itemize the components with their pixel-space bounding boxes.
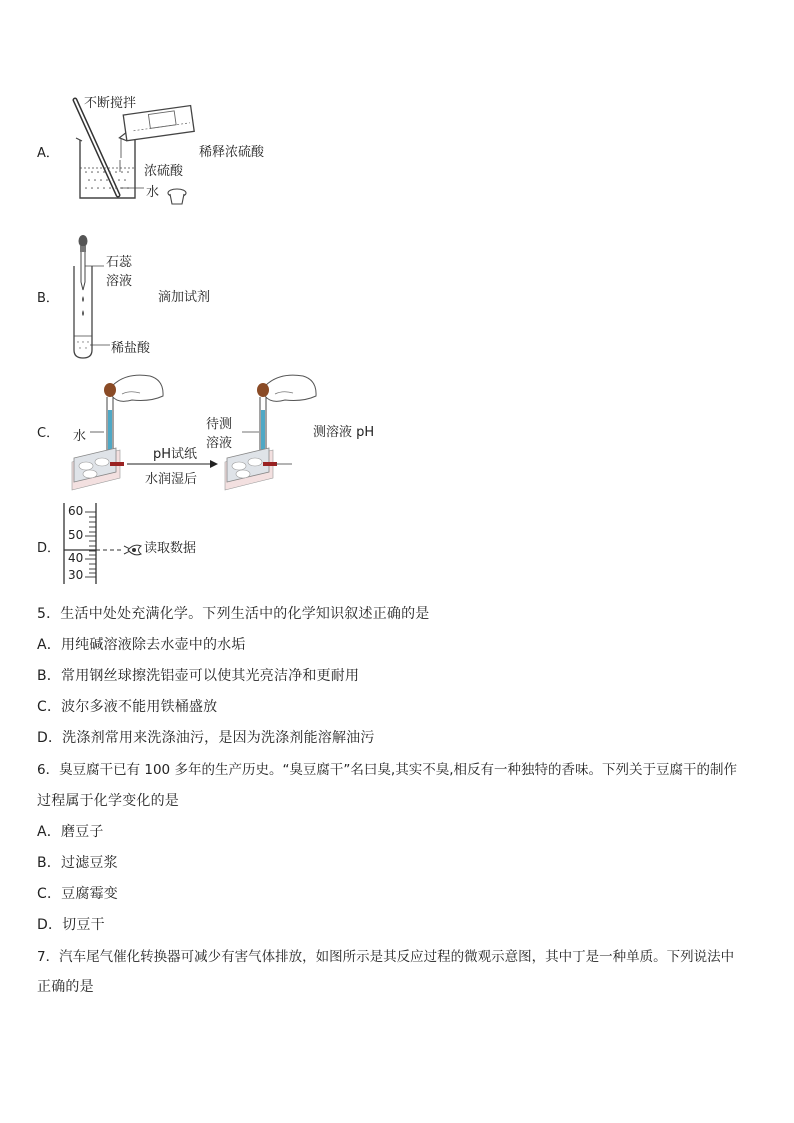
question-5-option-a: A．用纯碱溶液除去水壶中的水垢 [37, 637, 246, 653]
option-c-letter: C． [37, 426, 60, 441]
question-7-stem-line-1: 7．汽车尾气催化转换器可减少有害气体排放，如图所示是其反应过程的微观示意图，其中丁是一种单质。下列说法中 [37, 949, 735, 965]
water-label-c: 水 [73, 429, 87, 444]
question-5-option-d: D．洗涤剂常用来洗涤油污，是因为洗涤剂能溶解油污 [37, 730, 375, 746]
question-6-option-b: B．过滤豆浆 [37, 855, 118, 871]
add-reagent-label: 滴加试剂 [158, 290, 211, 305]
dilute-label: 稀释浓硫酸 [199, 145, 265, 160]
ph-paper-label: pH试纸 [153, 447, 198, 462]
tick-label-50: 50 [68, 528, 84, 542]
litmus-label-1: 石蕊 [106, 255, 133, 270]
measure-ph-label: 测溶液 pH [313, 425, 375, 440]
question-5-stem: 5．生活中处处充满化学。下列生活中的化学知识叙述正确的是 [37, 606, 430, 622]
hcl-label: 稀盐酸 [111, 341, 151, 356]
question-5-option-b: B．常用钢丝球擦洗铝壶可以使其光亮洁净和更耐用 [37, 668, 360, 684]
option-a-letter: A． [37, 146, 59, 161]
tick-label-60: 60 [68, 504, 84, 518]
question-6-option-c: C．豆腐霉变 [37, 886, 118, 902]
wet-label: 水润湿后 [145, 472, 198, 487]
eye-icon [128, 545, 141, 555]
question-6-stem-line-2: 过程属于化学变化的是 [37, 793, 179, 809]
question-6-stem-line-1: 6．臭豆腐干已有 100 多年的生产历史。“臭豆腐干”名曰臭,其实不臭,相反有一种独特的香味。下列关于豆腐干的制作 [37, 762, 738, 778]
water-label: 水 [146, 185, 160, 200]
tick-label-30: 30 [68, 568, 84, 582]
read-data-label: 读取数据 [144, 541, 197, 556]
option-b-letter: B． [37, 291, 59, 306]
question-5-option-c: C．波尔多液不能用铁桶盛放 [37, 699, 218, 715]
acid-label: 浓硫酸 [144, 164, 184, 179]
tick-label-40: 40 [68, 551, 84, 565]
sample-label-1: 待测 [206, 417, 233, 432]
sample-label-2: 溶液 [206, 436, 233, 451]
stir-label: 不断搅拌 [84, 96, 137, 111]
option-d-letter: D． [37, 541, 61, 556]
litmus-label-2: 溶液 [106, 274, 133, 289]
question-7-stem-line-2: 正确的是 [37, 979, 94, 995]
question-6-option-d: D．切豆干 [37, 917, 105, 933]
question-6-option-a: A．磨豆子 [37, 824, 104, 840]
